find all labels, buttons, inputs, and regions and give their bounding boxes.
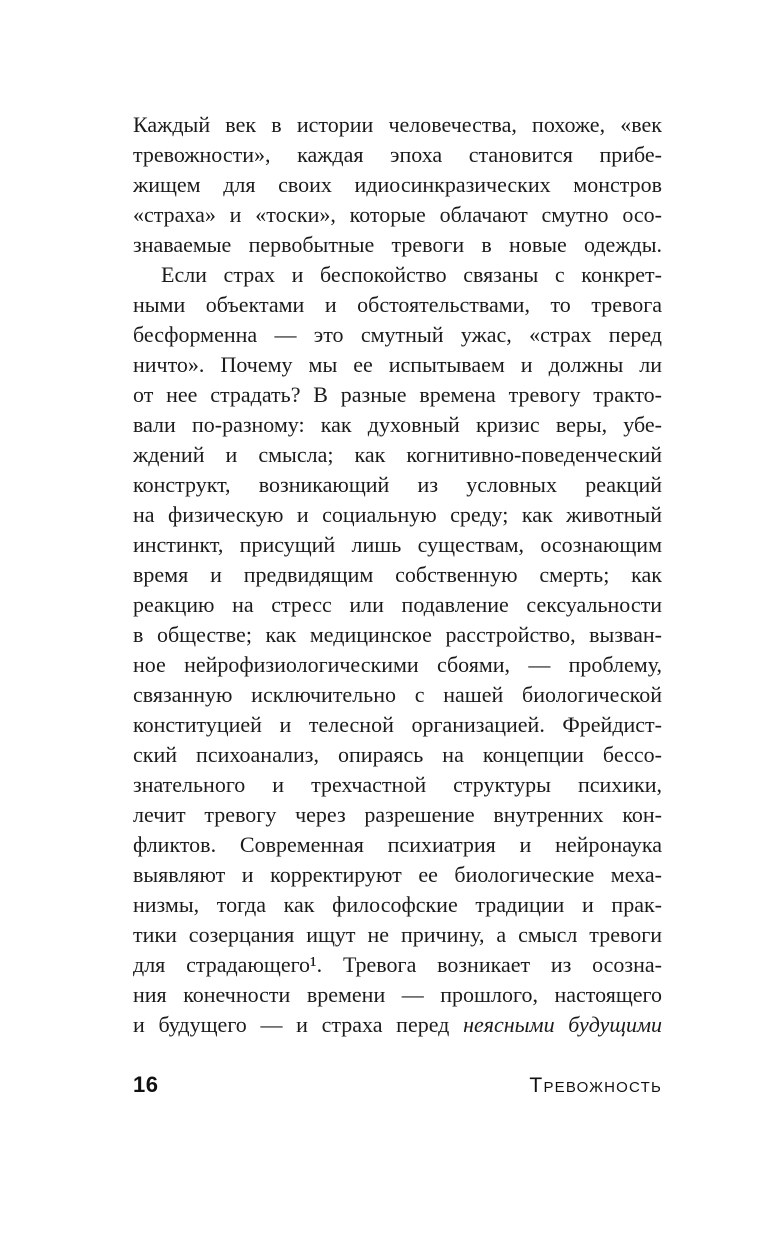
text-segment: знательного и трехчастной структуры психики, xyxy=(133,772,662,797)
text-segment: ными объектами и обстоятельствами, то тревога xyxy=(133,292,662,317)
text-segment: жищем для своих идиосинкразических монстров xyxy=(133,172,662,197)
text-line xyxy=(133,680,662,710)
text-segment: для страдающего¹. Тревога возникает из осозна- xyxy=(133,952,662,977)
text-segment: низмы, тогда как философские традиции и прак- xyxy=(133,892,662,917)
text-line xyxy=(133,890,662,920)
paragraph xyxy=(133,110,662,260)
text-line xyxy=(133,740,662,770)
text-segment: реакцию на стресс или подавление сексуальности xyxy=(133,592,662,617)
text-segment: конструкт, возникающий из условных реакций xyxy=(133,472,662,497)
text-segment: тревожности», каждая эпоха становится прибе- xyxy=(133,142,662,167)
text-line xyxy=(133,950,662,980)
text-segment: ждений и смысла; как когнитивно-поведенческий xyxy=(133,442,662,467)
text-line xyxy=(133,620,662,650)
text-line xyxy=(133,440,662,470)
text-line xyxy=(133,800,662,830)
paragraph xyxy=(133,260,662,1040)
text-segment: Каждый век в истории человечества, похоже, «век xyxy=(133,112,662,137)
text-line xyxy=(133,410,662,440)
text-segment: конституцией и телесной организацией. Фрейдист- xyxy=(133,712,662,737)
text-line xyxy=(133,650,662,680)
text-line xyxy=(133,320,662,350)
italic-text: неясными будущими xyxy=(463,1012,662,1037)
text-line xyxy=(133,350,662,380)
text-line xyxy=(133,230,662,260)
text-line xyxy=(133,470,662,500)
text-segment: лечит тревогу через разрешение внутренних кон- xyxy=(133,802,662,827)
text-line xyxy=(133,560,662,590)
text-segment: время и предвидящим собственную смерть; как xyxy=(133,562,662,587)
text-segment: «страха» и «тоски», которые облачают смутно осо- xyxy=(133,202,662,227)
text-line xyxy=(133,170,662,200)
text-line xyxy=(133,500,662,530)
text-segment: в обществе; как медицинское расстройство, вызван- xyxy=(133,622,662,647)
text-segment: ский психоанализ, опираясь на концепции бессо- xyxy=(133,742,662,767)
text-line xyxy=(133,140,662,170)
text-line xyxy=(133,860,662,890)
page-footer xyxy=(133,1072,662,1098)
text-segment: связанную исключительно с нашей биологической xyxy=(133,682,662,707)
text-line xyxy=(133,920,662,950)
text-line xyxy=(133,980,662,1010)
text-line xyxy=(133,530,662,560)
text-line xyxy=(133,110,662,140)
text-line xyxy=(133,260,662,290)
text-line xyxy=(133,380,662,410)
page-number: 16 xyxy=(133,1072,159,1097)
text-segment: тики созерцания ищут не причину, а смысл тревоги xyxy=(133,922,662,947)
text-segment: знаваемые первобытные тревоги в новые одежды. xyxy=(133,232,662,257)
text-segment: выявляют и корректируют ее биологические меха- xyxy=(133,862,662,887)
text-segment: фликтов. Современная психиатрия и нейронаука xyxy=(133,832,662,857)
text-segment: инстинкт, присущий лишь существам, осознающим xyxy=(133,532,662,557)
text-segment: вали по-разному: как духовный кризис веры, убе- xyxy=(133,412,662,437)
text-segment: на физическую и социальную среду; как животный xyxy=(133,502,662,527)
text-segment: и будущего — и страха перед xyxy=(133,1012,464,1037)
text-line xyxy=(133,770,662,800)
text-segment: от нее страдать? В разные времена тревогу тракто- xyxy=(133,382,662,407)
text-line xyxy=(133,710,662,740)
text-line xyxy=(133,590,662,620)
text-line xyxy=(133,290,662,320)
running-title: Тревожность xyxy=(529,1074,662,1097)
text-segment: ничто». Почему мы ее испытываем и должны ли xyxy=(133,352,662,377)
text-segment: ное нейрофизиологическими сбоями, — проблему, xyxy=(133,652,662,677)
text-segment: Если страх и беспокойство связаны с конкрет- xyxy=(161,262,662,287)
text-segment: ния конечности времени — прошлого, настоящего xyxy=(133,982,662,1007)
text-line xyxy=(133,200,662,230)
body-text xyxy=(133,110,662,1040)
text-line xyxy=(133,830,662,860)
text-segment: бесформенна — это смутный ужас, «страх перед xyxy=(133,322,662,347)
text-line xyxy=(133,1010,662,1040)
